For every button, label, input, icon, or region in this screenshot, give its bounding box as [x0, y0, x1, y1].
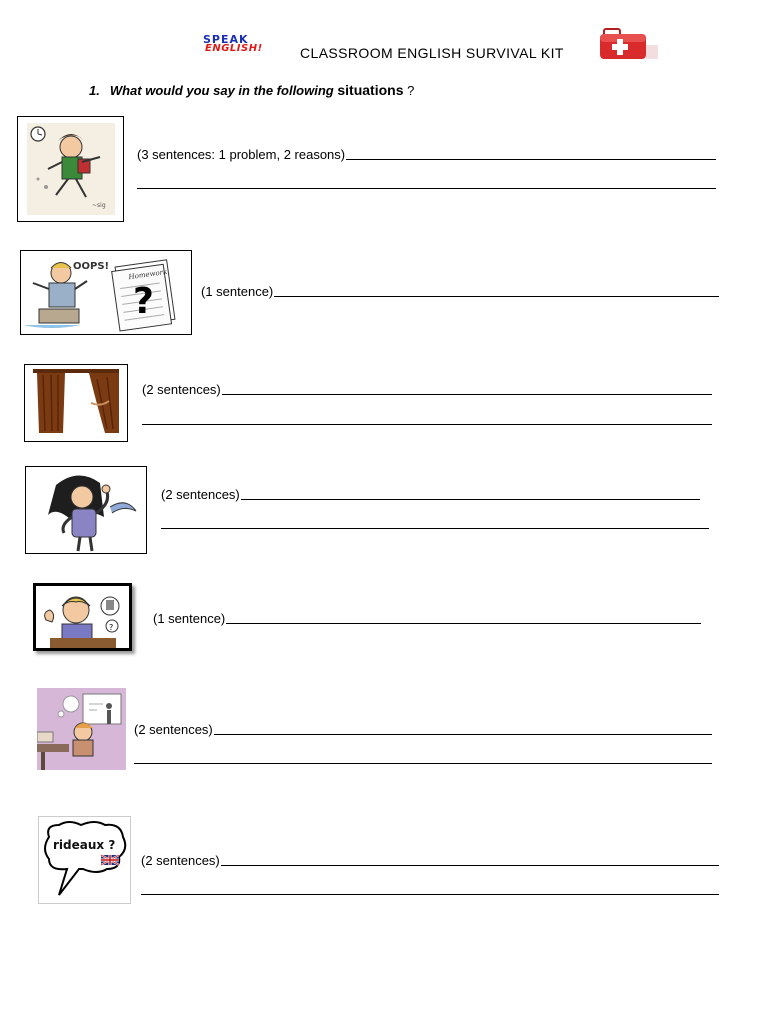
- question-keyword: situations: [337, 82, 404, 98]
- image-thinking-boy: [33, 583, 132, 651]
- answer-line-4a[interactable]: [241, 499, 700, 500]
- speak-english-logo: [203, 34, 293, 54]
- homework-text: Homework: [128, 267, 168, 282]
- answer-row-1: [137, 148, 716, 162]
- answer-label-5: (1 sentence): [153, 611, 226, 626]
- answer-row-2: [201, 285, 719, 299]
- answer-row-7: [141, 854, 719, 868]
- question-text: What would you say in the following: [109, 83, 334, 98]
- answer-label-7: (2 sentences): [141, 853, 220, 868]
- answer-line-7a[interactable]: [221, 865, 719, 866]
- answer-line-1a[interactable]: [346, 159, 716, 160]
- logo-line2: ENGLISH!: [205, 43, 263, 54]
- answer-line-1b[interactable]: [137, 188, 716, 189]
- image-forgot-homework: [20, 250, 192, 335]
- first-aid-kit-icon: [598, 27, 660, 61]
- answer-label-6: (2 sentences): [134, 722, 213, 737]
- answer-line-6b[interactable]: [134, 763, 712, 764]
- answer-label-4: (2 sentences): [161, 487, 240, 502]
- answer-label-2: (1 sentence): [201, 284, 274, 299]
- image-late-girl: [17, 116, 124, 222]
- answer-row-3: [142, 383, 712, 397]
- answer-row-4: [161, 488, 700, 502]
- answer-line-6a[interactable]: [214, 734, 712, 735]
- page-title: CLASSROOM ENGLISH SURVIVAL KIT: [300, 45, 564, 61]
- answer-label-1: (3 sentences: 1 problem, 2 reasons): [137, 147, 346, 162]
- image-confused-girl: [25, 466, 147, 554]
- logo-line1: SPEAK: [203, 33, 249, 46]
- boy-question-mark: ?: [109, 623, 114, 632]
- rideaux-text: rideaux ?: [53, 838, 116, 852]
- question-1: [89, 82, 414, 98]
- answer-row-6: [134, 723, 712, 737]
- answer-line-7b[interactable]: [141, 894, 719, 895]
- uk-flag-icon: [101, 855, 119, 865]
- answer-line-4b[interactable]: [161, 528, 709, 529]
- answer-row-5: [153, 612, 701, 626]
- image-curtain: [24, 364, 128, 442]
- answer-line-2a[interactable]: [274, 296, 719, 297]
- answer-line-5a[interactable]: [226, 623, 701, 624]
- image-rideaux-bubble: [38, 816, 131, 904]
- svg-text:~sig: ~sig: [92, 202, 106, 209]
- question-mark-text: ?: [133, 281, 154, 322]
- question-number: 1.: [89, 83, 100, 98]
- oops-text: OOPS!: [73, 261, 110, 272]
- question-tail: ?: [403, 83, 415, 98]
- image-classroom: [37, 688, 126, 770]
- answer-line-3a[interactable]: [222, 394, 712, 395]
- answer-line-3b[interactable]: [142, 424, 712, 425]
- answer-label-3: (2 sentences): [142, 382, 221, 397]
